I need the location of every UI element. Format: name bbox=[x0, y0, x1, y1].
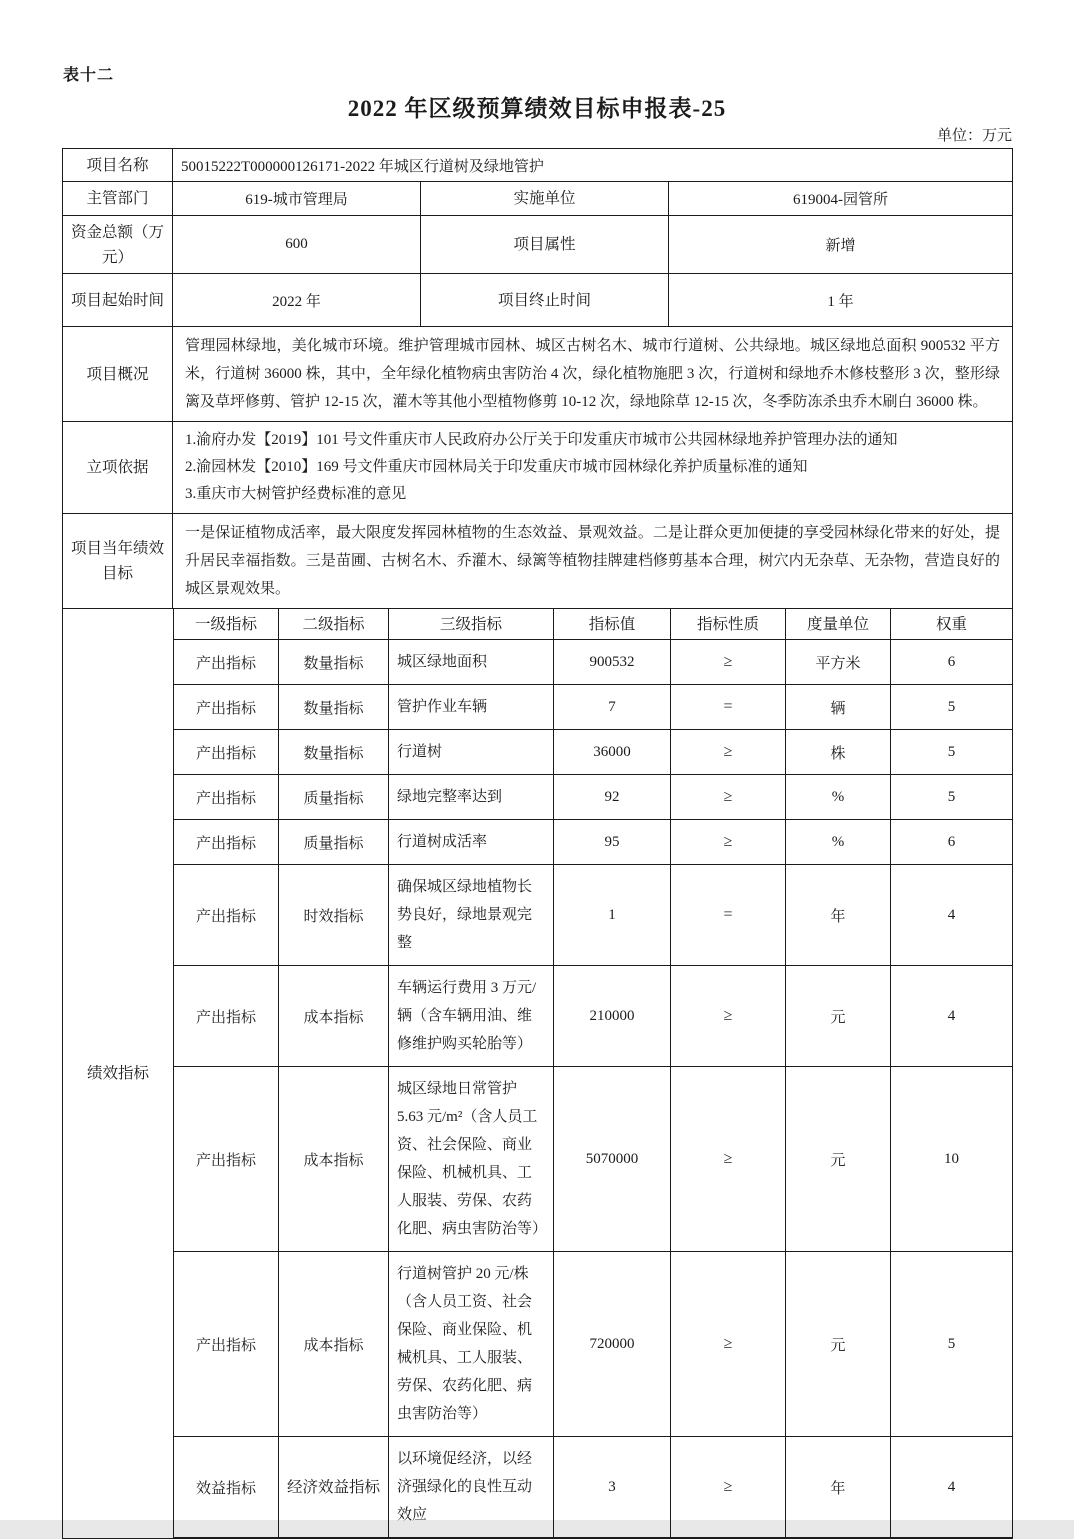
project-name-value: 50015222T000000126171-2022 年城区行道树及绿地管护 bbox=[173, 149, 1013, 182]
project-name-label: 项目名称 bbox=[63, 149, 173, 182]
indicator-level1: 产出指标 bbox=[174, 1252, 279, 1437]
indicator-value: 95 bbox=[554, 820, 671, 865]
indicator-weight: 6 bbox=[891, 820, 1013, 865]
indicator-level1: 产出指标 bbox=[174, 820, 279, 865]
impl-unit-value: 619004-园管所 bbox=[669, 182, 1013, 216]
indicator-unit: % bbox=[786, 775, 891, 820]
indicator-level1: 效益指标 bbox=[174, 1437, 279, 1539]
indicator-level2: 经济效益指标 bbox=[279, 1437, 389, 1539]
basis-line-2: 2.渝园林发【2010】169 号文件重庆市园林局关于印发重庆市城市园林绿化养护质量标准的通知 bbox=[185, 459, 808, 475]
indicator-row bbox=[63, 775, 1013, 820]
end-time-label: 项目终止时间 bbox=[421, 274, 669, 327]
indicator-level3: 行道树 bbox=[389, 730, 554, 775]
indicator-value: 900532 bbox=[554, 640, 671, 685]
indicator-level2: 质量指标 bbox=[279, 775, 389, 820]
indicator-level2: 数量指标 bbox=[279, 685, 389, 730]
indicator-level2: 成本指标 bbox=[279, 1252, 389, 1437]
start-time-label: 项目起始时间 bbox=[63, 274, 173, 327]
indicator-nature: ≥ bbox=[671, 775, 786, 820]
indicator-level2: 成本指标 bbox=[279, 966, 389, 1067]
goal-text: 一是保证植物成活率，最大限度发挥园林植物的生态效益、景观效益。二是让群众更加便捷的享受园林绿化带来的好处，提升居民幸福指数。三是苗圃、古树名木、乔灌木、绿篱等植物挂牌建档修剪基本合理，树穴内无杂草、无杂物，营造良好的城区景观效果。 bbox=[173, 514, 1013, 609]
indicator-value: 3 bbox=[554, 1437, 671, 1539]
project-info-table bbox=[62, 148, 1013, 609]
indicator-level1: 产出指标 bbox=[174, 966, 279, 1067]
indicator-nature: ≥ bbox=[671, 820, 786, 865]
indicator-unit: 平方米 bbox=[786, 640, 891, 685]
indicator-level3: 城区绿地日常管护 5.63 元/m²（含人员工资、社会保险、商业保险、机械机具、工人服装、劳保、农药化肥、病虫害防治等） bbox=[389, 1067, 554, 1252]
indicator-value: 92 bbox=[554, 775, 671, 820]
indicator-level1: 产出指标 bbox=[174, 1067, 279, 1252]
indicator-unit: 株 bbox=[786, 730, 891, 775]
indicator-level1: 产出指标 bbox=[174, 685, 279, 730]
impl-unit-label: 实施单位 bbox=[421, 182, 669, 216]
indicator-value: 7 bbox=[554, 685, 671, 730]
indicator-level2: 质量指标 bbox=[279, 820, 389, 865]
indicator-value: 210000 bbox=[554, 966, 671, 1067]
header-level1: 一级指标 bbox=[174, 609, 279, 640]
indicator-unit: % bbox=[786, 820, 891, 865]
indicator-row bbox=[63, 685, 1013, 730]
indicator-level1: 产出指标 bbox=[174, 730, 279, 775]
indicator-level1: 产出指标 bbox=[174, 865, 279, 966]
indicator-weight: 5 bbox=[891, 1252, 1013, 1437]
indicator-level3: 行道树管护 20 元/株（含人员工资、社会保险、商业保险、机械机具、工人服装、劳保、农药化肥、病虫害防治等） bbox=[389, 1252, 554, 1437]
header-weight: 权重 bbox=[891, 609, 1013, 640]
indicator-row bbox=[63, 966, 1013, 1067]
basis-line-3: 3.重庆市大树管护经费标准的意见 bbox=[185, 486, 407, 502]
indicator-level2: 数量指标 bbox=[279, 730, 389, 775]
indicator-level2: 成本指标 bbox=[279, 1067, 389, 1252]
indicator-nature: ≥ bbox=[671, 1437, 786, 1539]
indicator-weight: 6 bbox=[891, 640, 1013, 685]
overview-label: 项目概况 bbox=[63, 327, 173, 422]
total-fund-label: 资金总额（万元） bbox=[63, 216, 173, 274]
indicator-row bbox=[63, 865, 1013, 966]
indicator-value: 36000 bbox=[554, 730, 671, 775]
indicators-table bbox=[62, 608, 1013, 1539]
document-title: 2022 年区级预算绩效目标申报表-25 bbox=[347, 96, 727, 121]
indicator-level3: 城区绿地面积 bbox=[389, 640, 554, 685]
goal-label: 项目当年绩效目标 bbox=[63, 514, 173, 609]
basis-text bbox=[173, 422, 1013, 514]
indicator-weight: 4 bbox=[891, 865, 1013, 966]
project-attr-label: 项目属性 bbox=[421, 216, 669, 274]
project-attr-value: 新增 bbox=[669, 216, 1013, 274]
indicator-row bbox=[63, 820, 1013, 865]
header-unit: 度量单位 bbox=[786, 609, 891, 640]
indicator-weight: 4 bbox=[891, 1437, 1013, 1539]
indicators-section-label: 绩效指标 bbox=[63, 609, 174, 1539]
indicator-row bbox=[63, 1437, 1013, 1539]
indicator-weight: 5 bbox=[891, 685, 1013, 730]
table-row bbox=[63, 514, 1013, 609]
basis-label: 立项依据 bbox=[63, 422, 173, 514]
indicator-nature: ≥ bbox=[671, 730, 786, 775]
form-number-tag: 表十二 bbox=[63, 67, 115, 84]
indicator-row bbox=[63, 1252, 1013, 1437]
indicator-unit: 年 bbox=[786, 865, 891, 966]
total-fund-value: 600 bbox=[173, 216, 421, 274]
end-time-value: 1 年 bbox=[669, 274, 1013, 327]
indicator-level2: 时效指标 bbox=[279, 865, 389, 966]
start-time-value: 2022 年 bbox=[173, 274, 421, 327]
indicator-nature: ≥ bbox=[671, 1067, 786, 1252]
indicator-weight: 5 bbox=[891, 730, 1013, 775]
indicator-unit: 元 bbox=[786, 1252, 891, 1437]
indicator-level1: 产出指标 bbox=[174, 640, 279, 685]
indicator-nature: = bbox=[671, 865, 786, 966]
indicator-row bbox=[63, 640, 1013, 685]
indicator-nature: = bbox=[671, 685, 786, 730]
indicator-value: 5070000 bbox=[554, 1067, 671, 1252]
table-row bbox=[63, 149, 1013, 182]
header-nature: 指标性质 bbox=[671, 609, 786, 640]
indicator-unit: 辆 bbox=[786, 685, 891, 730]
indicator-weight: 4 bbox=[891, 966, 1013, 1067]
indicator-row bbox=[63, 1067, 1013, 1252]
indicator-weight: 10 bbox=[891, 1067, 1013, 1252]
indicator-weight: 5 bbox=[891, 775, 1013, 820]
dept-label: 主管部门 bbox=[63, 182, 173, 216]
basis-line-1: 1.渝府办发【2019】101 号文件重庆市人民政府办公厅关于印发重庆市城市公共园林绿地养护管理办法的通知 bbox=[185, 432, 898, 448]
indicator-level2: 数量指标 bbox=[279, 640, 389, 685]
indicator-level3: 确保城区绿地植物长势良好，绿地景观完整 bbox=[389, 865, 554, 966]
indicator-level3: 以环境促经济，以经济强绿化的良性互动效应 bbox=[389, 1437, 554, 1539]
table-row bbox=[63, 216, 1013, 274]
indicator-level1: 产出指标 bbox=[174, 775, 279, 820]
indicator-nature: ≥ bbox=[671, 1252, 786, 1437]
table-row bbox=[63, 422, 1013, 514]
header-level2: 二级指标 bbox=[279, 609, 389, 640]
indicator-unit: 元 bbox=[786, 1067, 891, 1252]
indicator-unit: 元 bbox=[786, 966, 891, 1067]
indicator-unit: 年 bbox=[786, 1437, 891, 1539]
indicator-level3: 车辆运行费用 3 万元/辆（含车辆用油、维修维护购买轮胎等） bbox=[389, 966, 554, 1067]
unit-note: 单位：万元 bbox=[936, 128, 1012, 144]
indicator-nature: ≥ bbox=[671, 966, 786, 1067]
header-level3: 三级指标 bbox=[389, 609, 554, 640]
overview-text: 管理园林绿地，美化城市环境。维护管理城市园林、城区古树名木、城市行道树、公共绿地。城区绿地总面积 900532 平方米，行道树 36000 株，其中，全年绿化植物病虫害防治 4 次，绿化植物施肥 3 次，行道树和绿地乔木修枝整形 3 次，整形绿篱及草坪修剪、管护 12-15 次，灌木等其他小型植物修剪 10-12 次，绿地除草 12-15 次，冬季防冻杀虫乔木刷白 36000 株。 bbox=[173, 327, 1013, 422]
indicator-row bbox=[63, 730, 1013, 775]
indicator-nature: ≥ bbox=[671, 640, 786, 685]
indicator-value: 720000 bbox=[554, 1252, 671, 1437]
indicator-level3: 绿地完整率达到 bbox=[389, 775, 554, 820]
header-value: 指标值 bbox=[554, 609, 671, 640]
indicators-header-row bbox=[63, 609, 1013, 640]
indicator-level3: 管护作业车辆 bbox=[389, 685, 554, 730]
indicator-level3: 行道树成活率 bbox=[389, 820, 554, 865]
table-row bbox=[63, 274, 1013, 327]
table-row bbox=[63, 327, 1013, 422]
dept-value: 619-城市管理局 bbox=[173, 182, 421, 216]
table-row bbox=[63, 182, 1013, 216]
main-table bbox=[62, 148, 1012, 1539]
indicator-value: 1 bbox=[554, 865, 671, 966]
